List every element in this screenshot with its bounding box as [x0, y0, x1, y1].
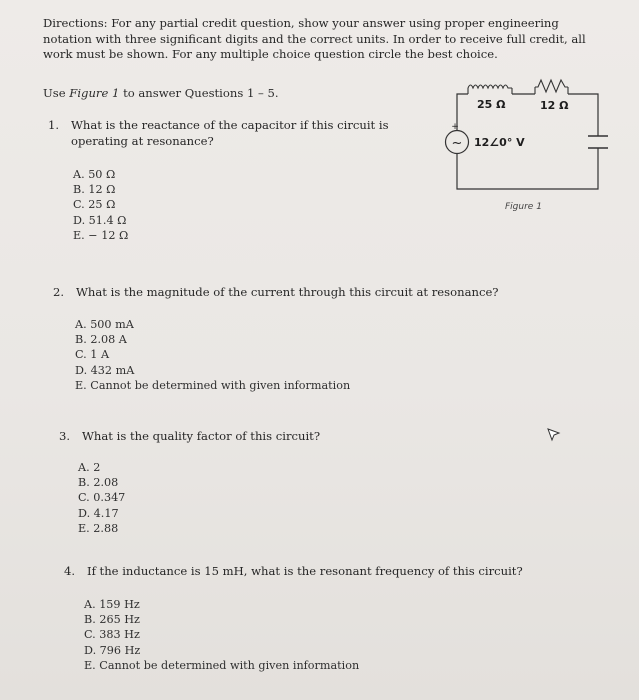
option-e[interactable]: E. Cannot be determined with given information — [75, 378, 351, 392]
option-b[interactable]: B. 12 Ω — [73, 183, 116, 197]
option-b[interactable]: B. 265 Hz — [84, 613, 140, 627]
option-e[interactable]: E. Cannot be determined with given information — [84, 658, 360, 672]
question-text-line: What is the reactance of the capacitor if this circuit is — [71, 118, 389, 132]
resistor-leads — [535, 87, 568, 94]
option-d[interactable]: D. 432 mA — [75, 363, 135, 377]
use-figure-suffix: to answer Questions 1 – 5. — [119, 86, 279, 100]
question-number: 1. — [48, 118, 60, 132]
source-plus-sign: + — [451, 122, 459, 132]
question-3-options — [78, 460, 125, 536]
option-b[interactable]: B. 2.08 A — [75, 333, 127, 347]
use-figure-prefix: Use — [43, 86, 70, 100]
wire-top-right — [568, 94, 598, 136]
option-a[interactable]: A. 50 Ω — [73, 168, 116, 181]
question-4-options — [84, 597, 359, 673]
figure-caption: Figure 1 — [505, 202, 542, 212]
inductor-coil-icon — [468, 85, 512, 88]
option-a[interactable]: A. 500 mA — [75, 318, 134, 331]
option-e[interactable]: E. 2.88 — [78, 521, 119, 535]
question-text-line: What is the quality factor of this circuit? — [82, 429, 321, 443]
option-e[interactable]: E. − 12 Ω — [73, 228, 129, 242]
use-figure-instruction — [43, 86, 279, 100]
option-b[interactable]: B. 2.08 — [78, 476, 119, 490]
option-a[interactable]: A. 159 Hz — [84, 598, 140, 611]
use-figure-ref: Figure 1 — [69, 86, 120, 100]
question-text-line: What is the magnitude of the current through this circuit at resonance? — [76, 285, 499, 299]
directions-paragraph — [43, 16, 598, 63]
directions-line: work must be shown. For any multiple choice question circle the best choice. — [43, 47, 498, 61]
question-number: 4. — [64, 564, 76, 578]
directions-line: Directions: For any partial credit question, show your answer using proper engineering — [43, 16, 559, 30]
question-2-options — [75, 317, 350, 393]
option-c[interactable]: C. 0.347 — [78, 491, 126, 505]
capacitor-icon — [588, 136, 608, 148]
question-4 — [64, 564, 544, 580]
circuit-diagram — [440, 78, 610, 218]
option-d[interactable]: D. 4.17 — [78, 506, 119, 520]
option-d[interactable]: D. 796 Hz — [84, 643, 141, 657]
ac-source-symbol: ~ — [451, 136, 463, 151]
question-number: 2. — [53, 285, 65, 299]
option-c[interactable]: C. 25 Ω — [73, 198, 116, 212]
question-1-options — [73, 167, 128, 243]
resistor2-label: 12 Ω — [540, 99, 569, 112]
question-text-line: If the inductance is 15 mH, what is the resonant frequency of this circuit? — [87, 564, 523, 578]
option-c[interactable]: C. 1 A — [75, 348, 110, 362]
wire-bottom — [457, 148, 598, 189]
question-number: 3. — [59, 429, 71, 443]
mouse-cursor-icon — [547, 428, 561, 442]
directions-line: notation with three significant digits and the correct units. In order to receive full credit, all — [43, 31, 586, 46]
inductor-leads — [468, 88, 512, 94]
question-2 — [53, 285, 523, 301]
option-d[interactable]: D. 51.4 Ω — [73, 213, 127, 227]
resistor1-label: 25 Ω — [477, 98, 506, 111]
question-text-line: operating at resonance? — [71, 133, 214, 148]
resistor-zigzag-icon — [535, 80, 568, 92]
question-3 — [59, 429, 359, 445]
option-a[interactable]: A. 2 — [78, 461, 101, 474]
question-1 — [48, 118, 398, 150]
source-label: 12∠0° V — [474, 136, 525, 149]
option-c[interactable]: C. 383 Hz — [84, 628, 140, 642]
